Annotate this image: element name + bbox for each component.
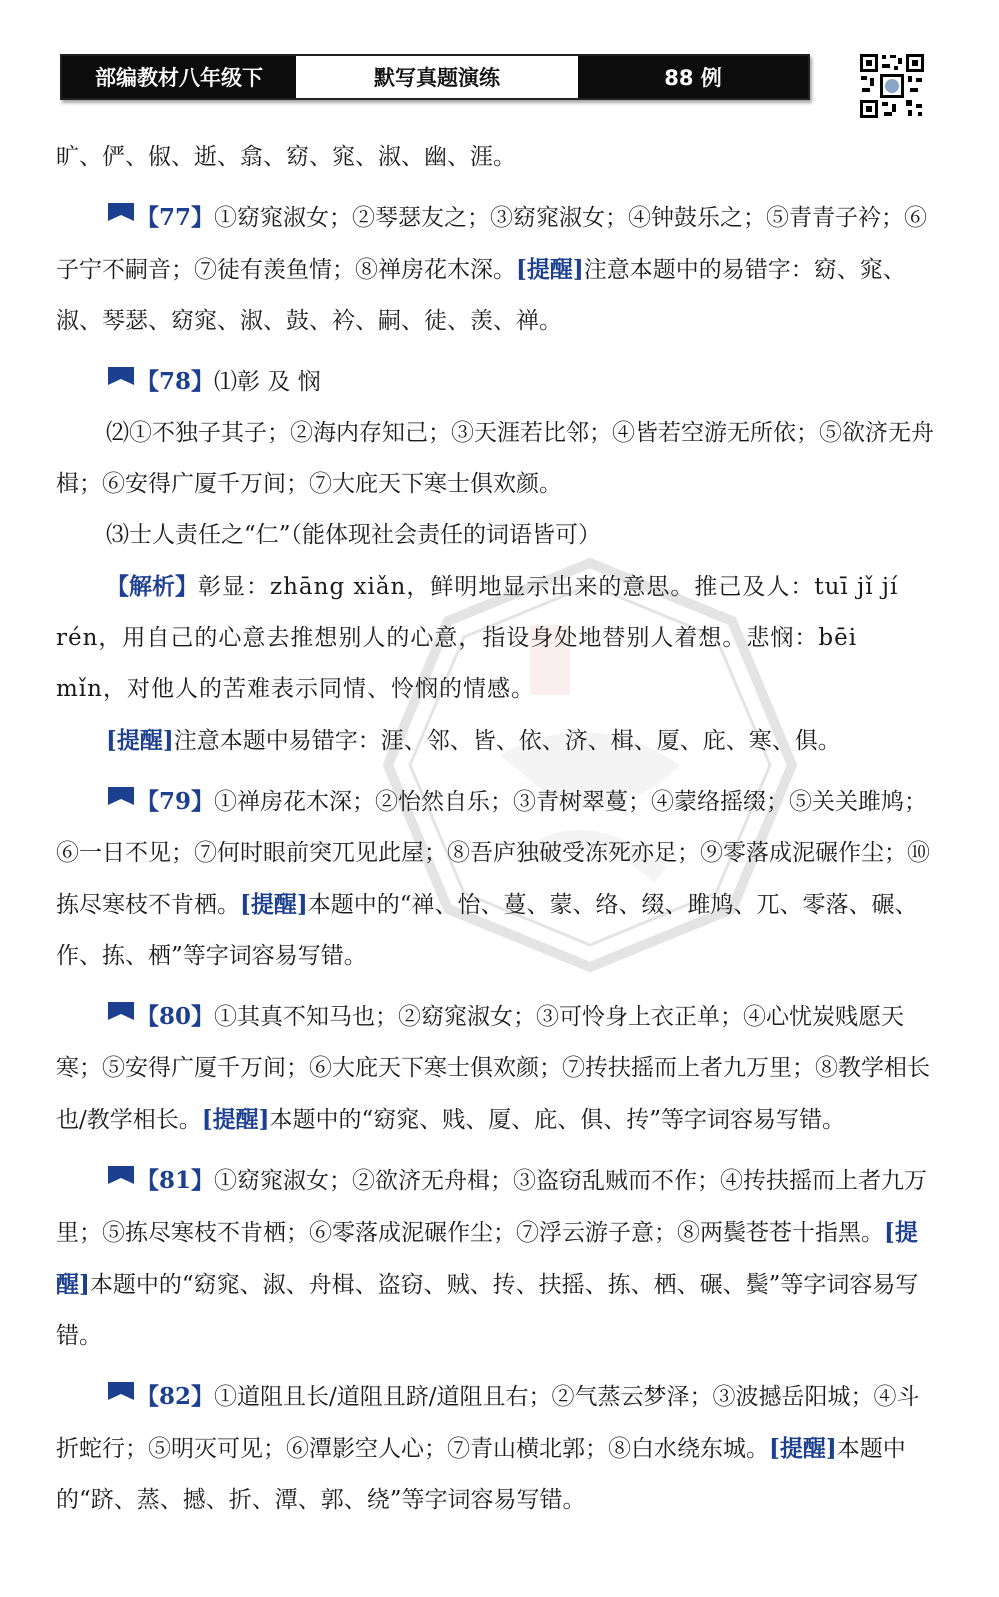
bookmark-tag-icon	[106, 1006, 136, 1028]
header-count: 88 例	[578, 56, 808, 98]
line-continuation: 旷、俨、俶、逝、翕、窈、窕、淑、幽、涯。	[56, 144, 516, 170]
question-number: 【79】	[136, 788, 215, 815]
question-number: 【82】	[136, 1383, 215, 1410]
remind-label: [提醒]	[769, 1435, 837, 1462]
answer-82	[56, 1371, 936, 1526]
answer-81	[56, 1155, 936, 1362]
answer-part1: ⑴彰 及 悯	[214, 369, 321, 395]
bookmark-tag-icon	[106, 1170, 136, 1192]
question-number: 【78】	[136, 368, 215, 395]
remind-text: 本题中的“窈窕、贱、厦、庇、俱、抟”等字词容易写错。	[269, 1107, 846, 1133]
answer-text: ①窈窕淑女；②欲济无舟楫；③盗窃乱贼而不作；④抟扶摇而上者九万里；⑤拣尽寒枝不肯栖；⑥零落成泥碾作尘；⑦浮云游子意；⑧两鬓苍苍十指黑。	[56, 1168, 928, 1246]
answer-78	[56, 356, 936, 408]
answer-text: ①道阻且长/道阻且跻/道阻且右；②气蒸云梦泽；③波撼岳阳城；④斗折蛇行；⑤明灭可见；⑥潭影空人心；⑦青山横北郭；⑧白水绕东城。	[56, 1384, 920, 1462]
bookmark-tag-icon	[106, 371, 136, 393]
question-number: 【77】	[136, 204, 215, 231]
answer-79	[56, 776, 936, 982]
bookmark-tag-icon	[106, 207, 136, 229]
question-number: 【80】	[136, 1003, 215, 1030]
remind-78	[56, 715, 936, 767]
analysis-label: 【解析】	[106, 573, 198, 600]
remind-text: 本题中的“窈窕、淑、舟楫、盗窃、贼、抟、扶摇、拣、栖、碾、鬓”等字词容易写错。	[56, 1272, 919, 1349]
remind-label: [提醒]	[56, 1219, 918, 1298]
analysis	[56, 561, 936, 715]
qr-code-icon	[858, 52, 926, 120]
remind-label: [提醒]	[201, 1106, 270, 1133]
answer-77	[56, 192, 936, 347]
bookmark-tag-icon	[106, 1386, 136, 1408]
question-number: 【81】	[136, 1167, 215, 1194]
answer-78-part3: ⑶士人责任之“仁”（能体现社会责任的词语皆可）	[106, 522, 602, 548]
bookmark-tag-icon	[106, 791, 136, 813]
remind-label: [提醒]	[516, 256, 584, 283]
header-grade: 部编教材八年级下	[62, 56, 296, 98]
page-header	[60, 54, 810, 100]
answer-80	[56, 991, 936, 1146]
remind-label: [提醒]	[106, 727, 174, 754]
remind-label: [提醒]	[240, 891, 308, 918]
answer-text: ①其真不知马也；②窈窕淑女；③可怜身上衣正单；④心忧炭贱愿天寒；⑤安得广厦千万间；⑥大庇天下寒士俱欢颜；⑦抟扶摇而上者九万里；⑧教学相长也/教学相长。	[56, 1004, 930, 1133]
answer-text: ①禅房花木深；②怡然自乐；③青树翠蔓；④蒙络摇缀；⑤关关雎鸠；⑥一日不见；⑦何时眼前突兀见此屋；⑧吾庐独破受冻死亦足；⑨零落成泥碾作尘；⑩拣尽寒枝不肯栖。	[56, 789, 930, 918]
header-title: 默写真题演练	[296, 56, 578, 98]
remind-text: 注意本题中易错字：涯、邻、皆、依、济、楫、厦、庇、寒、俱。	[173, 728, 841, 754]
answer-content	[56, 132, 936, 1526]
remind-text: 本题中的“跻、蒸、撼、折、潭、郭、绕”等字词容易写错。	[56, 1436, 906, 1513]
answer-78-part2: ⑵①不独子其子；②海内存知己；③天涯若比邻；④皆若空游无所依；⑤欲济无舟楫；⑥安得广厦千万间；⑦大庇天下寒士俱欢颜。	[56, 420, 934, 497]
analysis-text: 彰显：zhāng xiǎn，鲜明地显示出来的意思。推己及人：tuī jǐ jí rén，用自己的心意去推想别人的心意，指设身处地替别人着想。悲悯：bēi mǐn，对他人的苦难表示同情、怜悯的情感。	[56, 574, 899, 702]
answer-text: ①窈窕淑女；②琴瑟友之；③窈窕淑女；④钟鼓乐之；⑤青青子衿；⑥子宁不嗣音；⑦徒有羡鱼情；⑧禅房花木深。	[56, 205, 928, 283]
remind-text: 注意本题中的易错字：窈、窕、淑、琴瑟、窈窕、淑、鼓、衿、嗣、徒、羡、禅。	[56, 257, 906, 334]
remind-text: 本题中的“禅、怡、蔓、蒙、络、缀、雎鸠、兀、零落、碾、作、拣、栖”等字词容易写错。	[56, 892, 918, 969]
